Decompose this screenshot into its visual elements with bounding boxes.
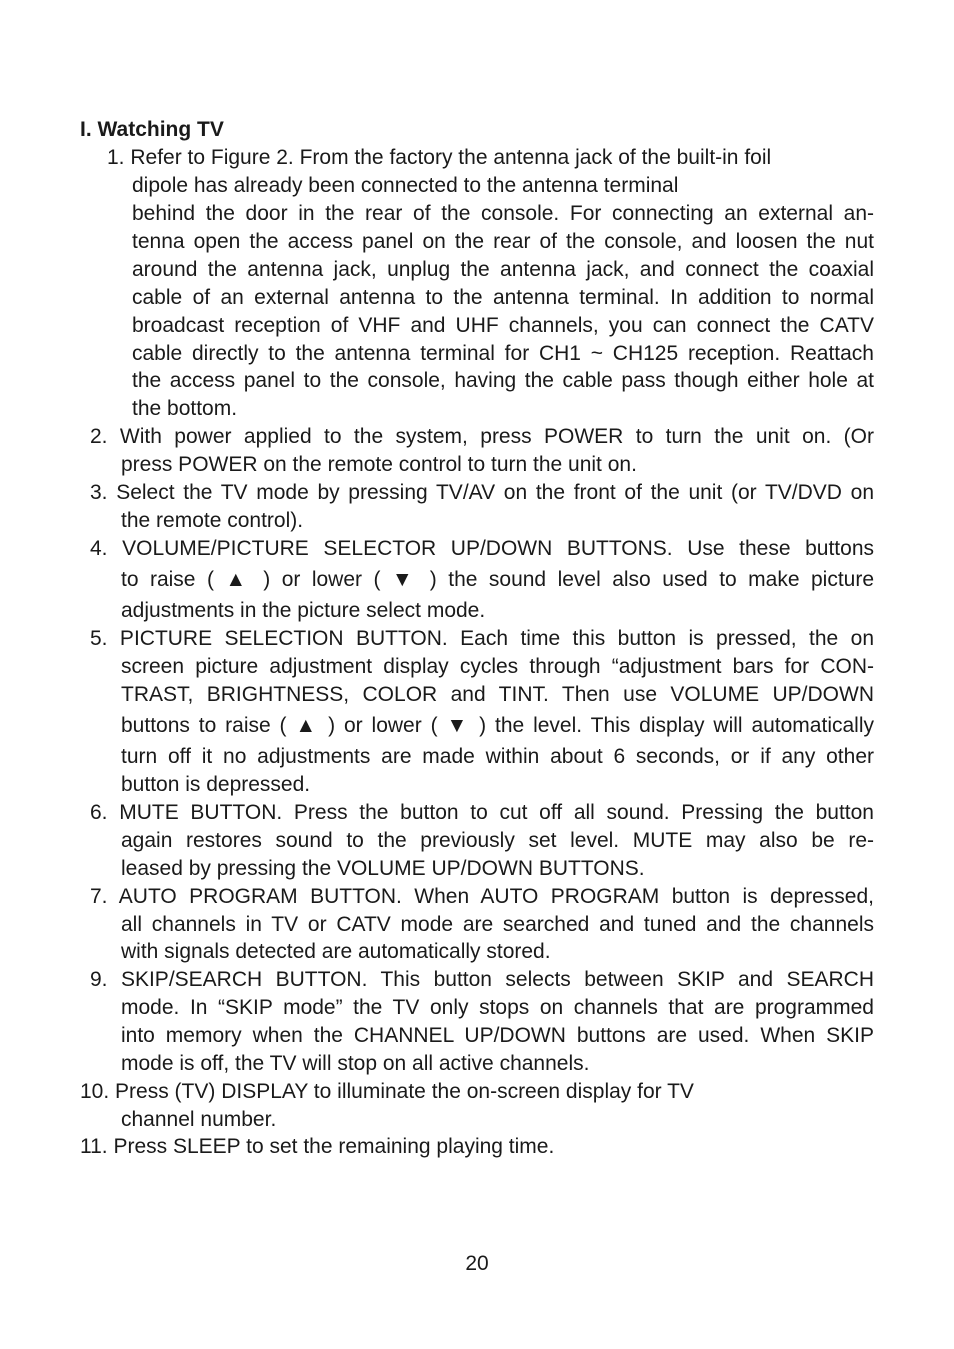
item-5-line-1: 5. PICTURE SELECTION BUTTON. Each time this button is pressed, the on <box>90 627 874 650</box>
item-5-line-3: TRAST, BRIGHTNESS, COLOR and TINT. Then use VOLUME UP/DOWN <box>121 683 874 706</box>
item-1-line-5: around the antenna jack, unplug the antenna jack, and connect the coaxial <box>132 258 874 281</box>
item-2-line-2: press POWER on the remote control to turn the unit on. <box>121 453 637 476</box>
item-9-line-3: into memory when the CHANNEL UP/DOWN buttons are used. When SKIP <box>121 1024 874 1047</box>
section-title: I. Watching TV <box>80 118 224 141</box>
item-2-line-1: 2. With power applied to the system, press POWER to turn the unit on. (Or <box>90 425 874 448</box>
item-3-line-1: 3. Select the TV mode by pressing TV/AV on the front of the unit (or TV/DVD on <box>90 481 874 504</box>
item-6-line-3: leased by pressing the VOLUME UP/DOWN BUTTONS. <box>121 857 645 880</box>
item-7-line-1: 7. AUTO PROGRAM BUTTON. When AUTO PROGRAM button is depressed, <box>90 885 874 908</box>
item-11-line-1: 11. Press SLEEP to set the remaining playing time. <box>80 1135 555 1158</box>
item-1-line-1: 1. Refer to Figure 2. From the factory the antenna jack of the built-in foil <box>107 146 772 169</box>
item-5-line-2: screen picture adjustment display cycles through “adjustment bars for CON- <box>121 655 874 678</box>
item-6-line-1: 6. MUTE BUTTON. Press the button to cut off all sound. Pressing the button <box>90 801 874 824</box>
item-1-line-3: behind the door in the rear of the console. For connecting an external an- <box>132 202 874 225</box>
item-5-line-4: buttons to raise ( ▲ ) or lower ( ▼ ) the level. This display will automatically <box>121 714 874 737</box>
item-7-line-2: all channels in TV or CATV mode are searched and tuned and the channels <box>121 913 874 936</box>
item-1-line-7: broadcast reception of VHF and UHF channels, you can connect the CATV <box>132 314 874 337</box>
item-1-line-10: the bottom. <box>132 397 238 420</box>
item-9-line-1: 9. SKIP/SEARCH BUTTON. This button selects between SKIP and SEARCH <box>90 968 874 991</box>
item-1-line-9: the access panel to the console, having the cable pass though either hole at <box>132 369 874 392</box>
item-5-line-5: turn off it no adjustments are made within about 6 seconds, or if any other <box>121 745 874 768</box>
item-5-line-6: button is depressed. <box>121 773 311 796</box>
item-4-line-2: to raise ( ▲ ) or lower ( ▼ ) the sound level also used to make picture <box>121 568 874 591</box>
item-6-line-2: again restores sound to the previously set level. MUTE may also be re- <box>121 829 874 852</box>
item-4-line-3: adjustments in the picture select mode. <box>121 599 486 622</box>
item-7-line-3: with signals detected are automatically stored. <box>121 940 551 963</box>
item-3-line-2: the remote control). <box>121 509 304 532</box>
item-1-line-4: tenna open the access panel on the rear of the console, and loosen the nut <box>132 230 874 253</box>
item-10-line-1: 10. Press (TV) DISPLAY to illuminate the on-screen display for TV <box>80 1080 694 1103</box>
item-1-line-6: cable of an external antenna to the antenna terminal. In addition to normal <box>132 286 874 309</box>
item-1-line-8: cable directly to the antenna terminal for CH1 ~ CH125 reception. Reattach <box>132 342 874 365</box>
item-4-line-1: 4. VOLUME/PICTURE SELECTOR UP/DOWN BUTTONS. Use these buttons <box>90 537 874 560</box>
item-1-line-2: dipole has already been connected to the antenna terminal <box>132 174 679 197</box>
item-9-line-2: mode. In “SKIP mode” the TV only stops on channels that are programmed <box>121 996 874 1019</box>
page-number: 20 <box>465 1252 489 1275</box>
item-9-line-4: mode is off, the TV will stop on all active channels. <box>121 1052 590 1075</box>
item-10-line-2: channel number. <box>121 1108 277 1131</box>
